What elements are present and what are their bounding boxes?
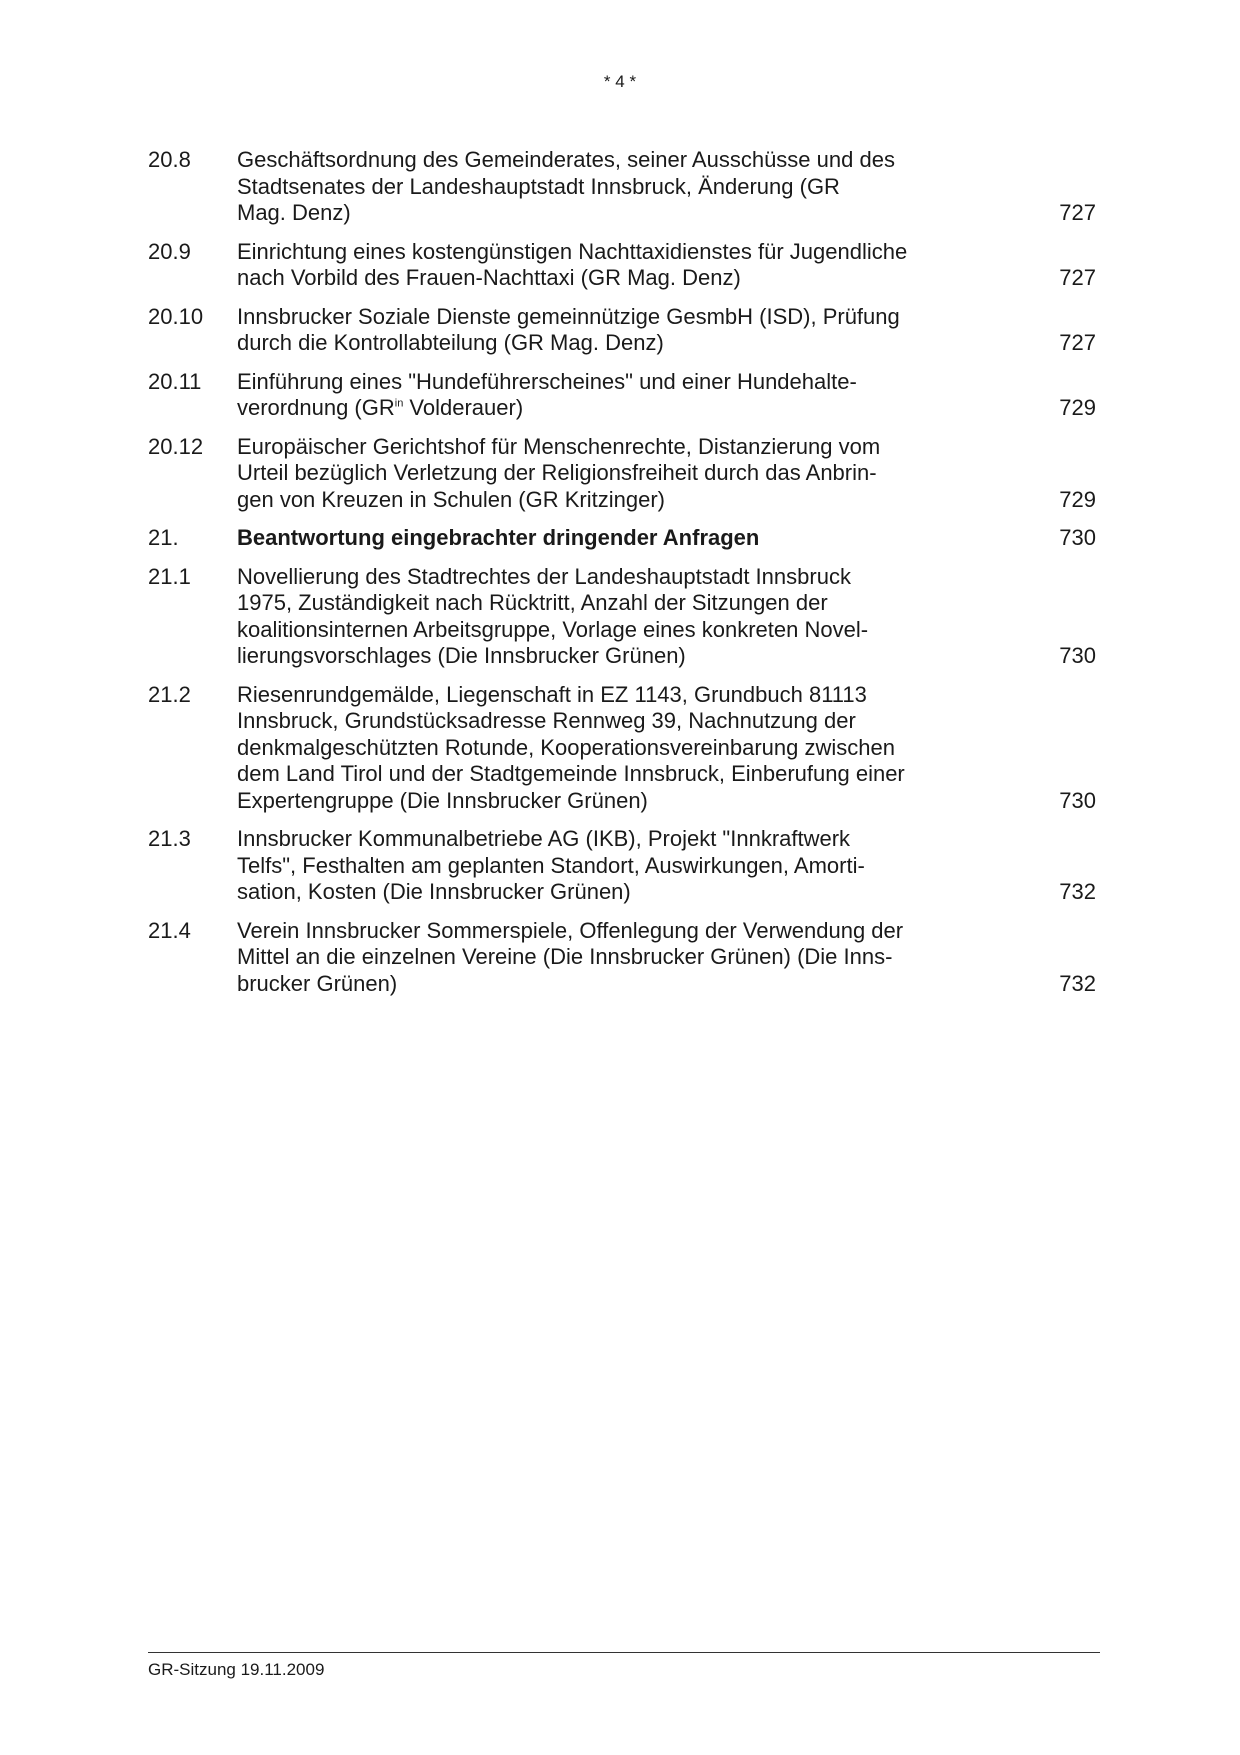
toc-entry-title-line: Expertengruppe (Die Innsbrucker Grünen) bbox=[237, 787, 648, 813]
toc-entry bbox=[148, 564, 1096, 670]
toc-entry-number: 20.9 bbox=[148, 238, 191, 264]
toc-entry-number: 21.2 bbox=[148, 681, 191, 707]
toc-entry-title bbox=[237, 434, 957, 514]
toc-entry-title-line: 1975, Zuständigkeit nach Rücktritt, Anzahl der Sitzungen der bbox=[237, 590, 828, 615]
toc-entry-number: 21. bbox=[148, 525, 179, 550]
toc-entry-page: 727 bbox=[1059, 200, 1096, 225]
toc-entry-page: 730 bbox=[1059, 525, 1096, 550]
toc-entry-title-line: Riesenrundgemälde, Liegenschaft in EZ 1143, Grundbuch 81113 bbox=[237, 681, 867, 707]
toc-entry-title bbox=[237, 826, 957, 906]
toc-entry-title-line: Europäischer Gerichtshof für Menschenrechte, Distanzierung vom bbox=[237, 433, 881, 459]
toc-entry-title bbox=[237, 147, 957, 227]
toc-entry-title bbox=[237, 918, 957, 998]
toc-entry-title bbox=[237, 239, 957, 292]
toc-entry bbox=[148, 304, 1096, 357]
toc-entry-page: 732 bbox=[1059, 879, 1096, 904]
toc-entry-title bbox=[237, 682, 957, 815]
toc-entry-title-line: Mittel an die einzelnen Vereine (Die Innsbrucker Grünen) (Die Inns- bbox=[237, 944, 893, 969]
toc-entry-title-line: dem Land Tirol und der Stadtgemeinde Innsbruck, Einberufung einer bbox=[237, 761, 905, 786]
toc-entry-title-line: nach Vorbild des Frauen-Nachttaxi (GR Mag. Denz) bbox=[237, 265, 741, 290]
toc-entry-number: 20.10 bbox=[148, 303, 204, 329]
toc-entry-page: 729 bbox=[1059, 486, 1096, 512]
toc-entry-title-line: durch die Kontrollabteilung (GR Mag. Denz) bbox=[237, 330, 664, 355]
toc-entry-title-line: gen von Kreuzen in Schulen (GR Kritzinger) bbox=[237, 486, 665, 512]
toc-entry-page: 727 bbox=[1059, 265, 1096, 290]
toc-entry-page: 730 bbox=[1059, 643, 1096, 668]
toc-entry-title bbox=[237, 525, 957, 552]
toc-entry-title-line: Urteil bezüglich Verletzung der Religionsfreiheit durch das Anbrin- bbox=[237, 460, 877, 485]
toc-entry-page: 727 bbox=[1059, 330, 1096, 355]
toc-entry bbox=[148, 682, 1096, 815]
toc-entry-page: 732 bbox=[1059, 970, 1096, 996]
toc-entry-title-line: Innsbruck, Grundstücksadresse Rennweg 39, Nachnutzung der bbox=[237, 708, 856, 733]
toc-entry-page: 730 bbox=[1059, 787, 1096, 813]
toc-entry-title-line: brucker Grünen) bbox=[237, 970, 398, 996]
toc-entry-number: 20.11 bbox=[148, 368, 202, 394]
toc-entry-title-line bbox=[237, 395, 957, 422]
footer-divider bbox=[148, 1652, 1100, 1653]
toc-entry-title bbox=[237, 369, 957, 422]
title-text: verordnung (GR bbox=[237, 395, 395, 420]
toc-entry-title bbox=[237, 564, 957, 670]
toc-entry-title-line: Innsbrucker Kommunalbetriebe AG (IKB), Projekt "Innkraftwerk bbox=[237, 826, 851, 851]
toc-entry-title-line: Mag. Denz) bbox=[237, 200, 351, 225]
toc-entry-title-line: lierungsvorschlages (Die Innsbrucker Grünen) bbox=[237, 643, 686, 668]
toc-entry-title-line: Novellierung des Stadtrechtes der Landeshauptstadt Innsbruck bbox=[237, 563, 851, 589]
toc-entry-title-line: sation, Kosten (Die Innsbrucker Grünen) bbox=[237, 879, 631, 904]
toc-entry-title-line: Einrichtung eines kostengünstigen Nachttaxidienstes für Jugendliche bbox=[237, 238, 908, 264]
title-text: Volderauer) bbox=[403, 395, 524, 420]
toc-entry bbox=[148, 147, 1096, 227]
toc-entry-title-line: denkmalgeschützten Rotunde, Kooperationsvereinbarung zwischen bbox=[237, 734, 895, 760]
toc-entry bbox=[148, 826, 1096, 906]
toc-entry-title-line: Beantwortung eingebrachter dringender Anfragen bbox=[237, 525, 760, 550]
toc-entry-page: 729 bbox=[1059, 395, 1096, 420]
toc-entry-title bbox=[237, 304, 957, 357]
toc-entry bbox=[148, 434, 1096, 514]
toc-entry-number: 21.4 bbox=[148, 917, 191, 943]
toc-entry bbox=[148, 239, 1096, 292]
toc-entry-title-line: Verein Innsbrucker Sommerspiele, Offenlegung der Verwendung der bbox=[237, 917, 904, 943]
toc-entry bbox=[148, 918, 1096, 998]
toc-entry-title-line: Stadtsenates der Landeshauptstadt Innsbruck, Änderung (GR bbox=[237, 173, 840, 199]
toc-entry-title-line: Telfs", Festhalten am geplanten Standort, Auswirkungen, Amorti- bbox=[237, 852, 865, 878]
toc-entry-number: 21.3 bbox=[148, 826, 191, 851]
toc-entry-number: 20.12 bbox=[148, 433, 204, 459]
toc-entry-title-line: koalitionsinternen Arbeitsgruppe, Vorlage eines konkreten Novel- bbox=[237, 616, 869, 642]
superscript: in bbox=[394, 397, 404, 410]
toc-entry-title-line: Innsbrucker Soziale Dienste gemeinnützige GesmbH (ISD), Prüfung bbox=[237, 303, 900, 329]
toc-entry-title-line: Geschäftsordnung des Gemeinderates, seiner Ausschüsse und des bbox=[237, 147, 895, 172]
toc-entry bbox=[148, 369, 1096, 422]
toc-section-heading bbox=[148, 525, 1096, 552]
toc-entry-title-line: Einführung eines "Hundeführerscheines" und einer Hundehalte- bbox=[237, 368, 857, 394]
footer-text: GR-Sitzung 19.11.2009 bbox=[148, 1660, 325, 1679]
page-number: * 4 * bbox=[603, 72, 637, 91]
toc-entry-number: 21.1 bbox=[148, 563, 191, 589]
toc-entry-number: 20.8 bbox=[148, 147, 191, 172]
table-of-contents bbox=[148, 147, 1096, 1009]
